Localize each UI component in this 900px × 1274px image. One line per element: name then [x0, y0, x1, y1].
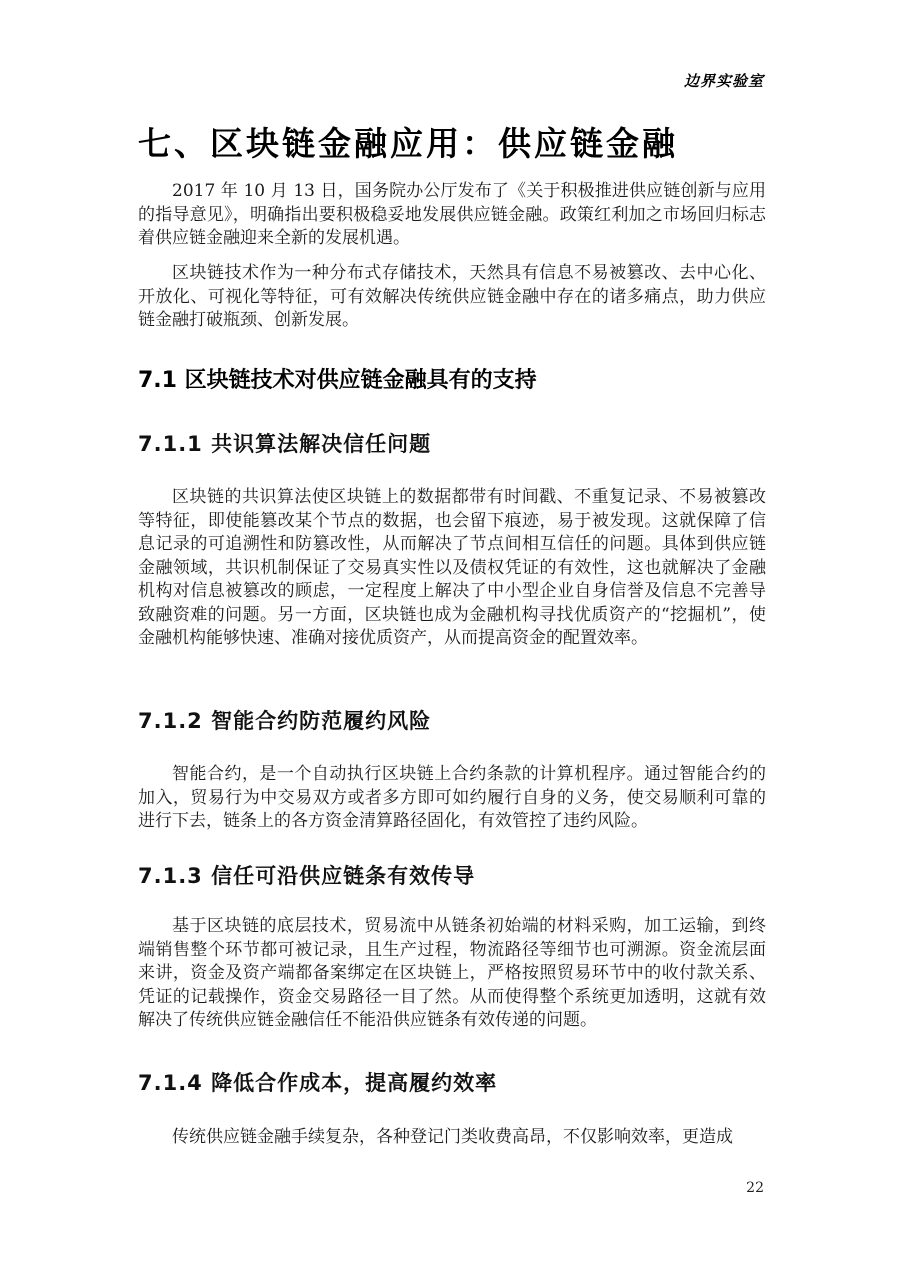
subsection-heading-3: 7.1.3 信任可沿供应链条有效传导	[138, 864, 476, 888]
page-title: 七、区块链金融应用：供应链金融	[138, 124, 678, 163]
intro-paragraph-1: 2017 年 10 月 13 日，国务院办公厅发布了《关于积极推进供应链创新与应用的指导意见》，明确指出要积极稳妥地发展供应链金融。政策红利加之市场回归标志着供应链金融迎来全新的发展机遇。	[138, 181, 766, 248]
brand-logo: 边界实验室	[683, 72, 764, 90]
subsection-heading-1: 7.1.1 共识算法解决信任问题	[138, 432, 432, 456]
subsection-body-2: 智能合约，是一个自动执行区块链上合约条款的计算机程序。通过智能合约的加入，贸易行为中交易双方或者多方即可如约履行自身的义务，使交易顺利可靠的进行下去，链条上的各方资金清算路径固化，有效管控了违约风险。	[138, 764, 766, 831]
section-heading: 7.1 区块链技术对供应链金融具有的支持	[138, 368, 537, 393]
subsection-body-3: 基于区块链的底层技术，贸易流中从链条初始端的材料采购，加工运输，到终端销售整个环节都可被记录，且生产过程，物流路径等细节也可溯源。资金流层面来讲，资金及资产端都备案绑定在区块链上，严格按照贸易环节中的收付款关系、凭证的记载操作，资金交易路径一目了然。从而使得整个系统更加透明，这就有效解决了传统供应链金融信任不能沿供应链条有效传递的问题。	[138, 916, 766, 1030]
subsection-heading-2: 7.1.2 智能合约防范履约风险	[138, 709, 432, 733]
subsection-body-1: 区块链的共识算法使区块链上的数据都带有时间戳、不重复记录、不易被篡改等特征，即使能篡改某个节点的数据，也会留下痕迹，易于被发现。这就保障了信息记录的可追溯性和防篡改性，从而解决了节点间相互信任的问题。具体到供应链金融领域，共识机制保证了交易真实性以及债权凭证的有效性，这也就解决了金融机构对信息被篡改的顾虑，一定程度上解决了中小型企业自身信誉及信息不完善导致融资难的问题。另一方面，区块链也成为金融机构寻找优质资产的“挖掘机”，使金融机构能够快速、准确对接优质资产，从而提高资金的配置效率。	[138, 487, 766, 648]
subsection-heading-4: 7.1.4 降低合作成本，提高履约效率	[138, 1071, 498, 1095]
subsection-body-4: 传统供应链金融手续复杂，各种登记门类收费高昂，不仅影响效率，更造成	[172, 1127, 733, 1147]
intro-paragraph-2: 区块链技术作为一种分布式存储技术，天然具有信息不易被篡改、去中心化、开放化、可视化等特征，可有效解决传统供应链金融中存在的诸多痛点，助力供应链金融打破瓶颈、创新发展。	[138, 263, 766, 330]
page-number: 22	[746, 1180, 764, 1196]
